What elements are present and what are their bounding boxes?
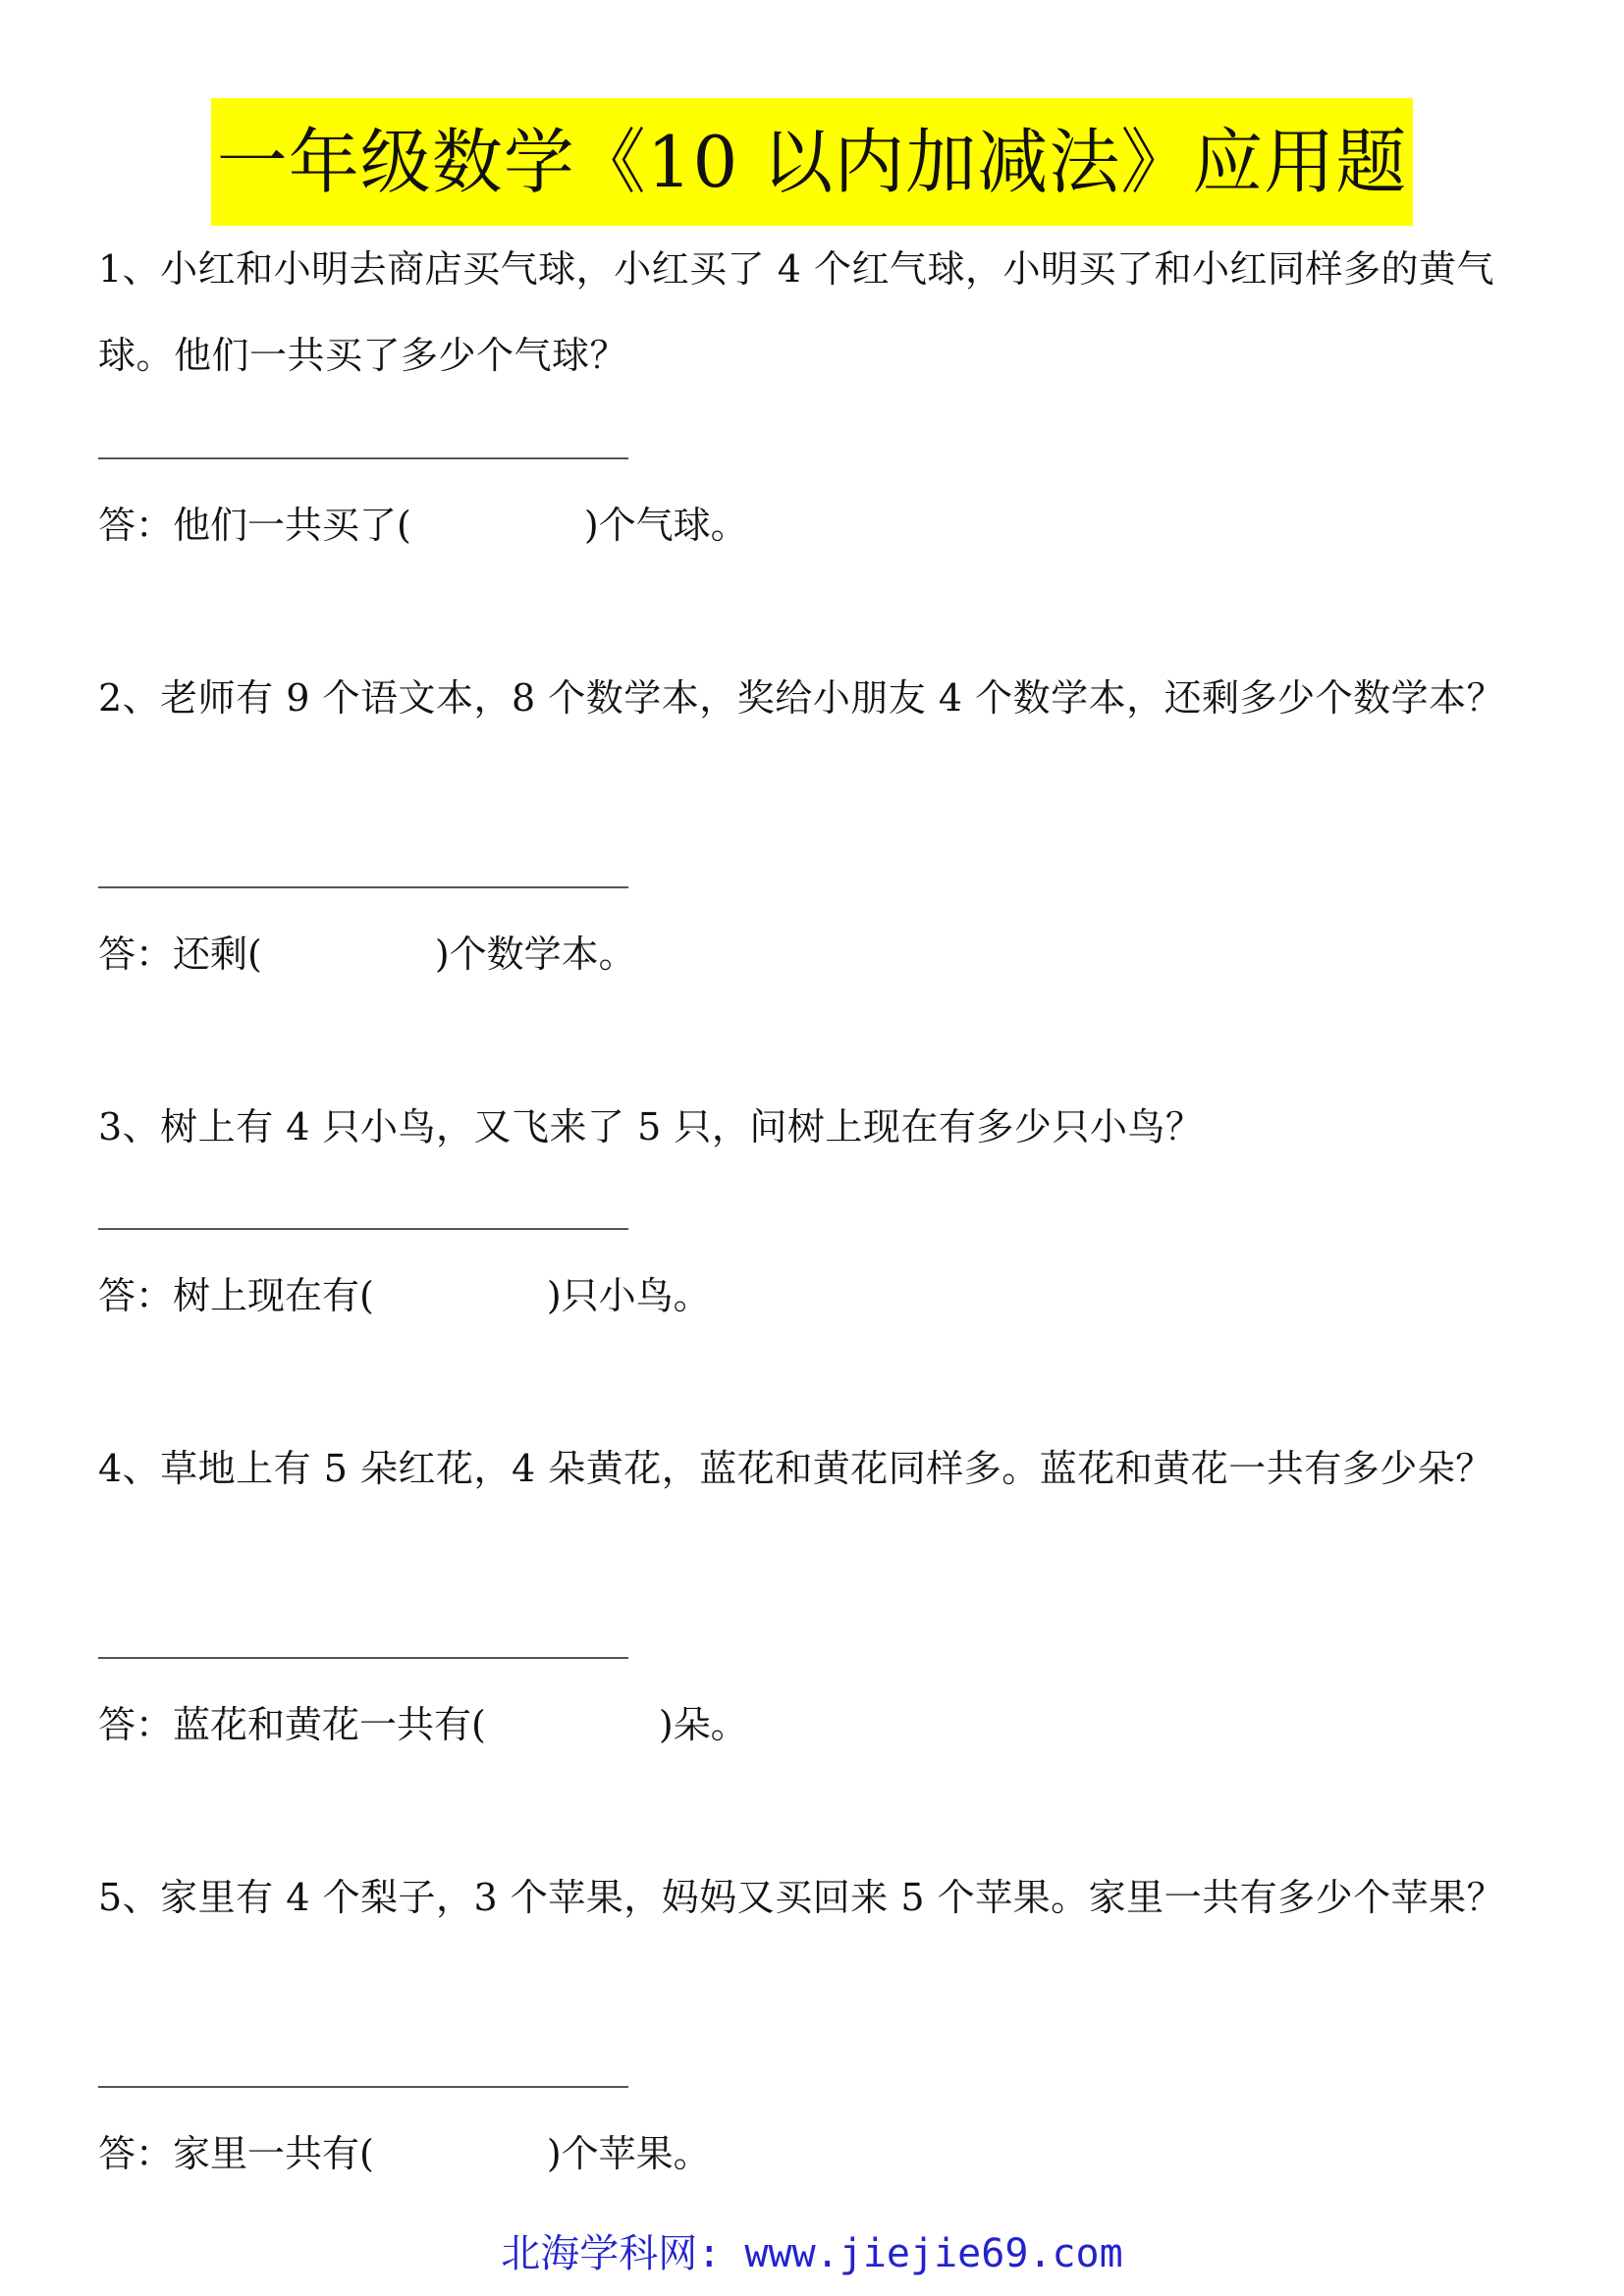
question-3-text: 3、树上有 4 只小鸟，又飞来了 5 只，问树上现在有多少只小鸟？ <box>98 1105 1204 1148</box>
question-4-answer <box>98 1700 748 1749</box>
question-4-text: 4、草地上有 5 朵红花，4 朵黄花，蓝花和黄花同样多。蓝花和黄花一共有多少朵？ <box>98 1447 1493 1490</box>
question-2-work-line <box>98 886 628 888</box>
question-1-text: 1、小红和小明去商店买气球，小红买了 4 个红气球，小明买了和小红同样多的黄气球。他们一共买了多少个气球？ <box>98 247 1495 377</box>
page-title: 一年级数学《10 以内加减法》应用题 <box>211 98 1414 226</box>
title-wrapper <box>0 98 1624 226</box>
question-4-work-line <box>98 1657 628 1659</box>
question-5-answer <box>98 2129 711 2178</box>
answer-prefix: 答：树上现在有( <box>98 1274 374 1317</box>
question-2-text: 2、老师有 9 个语文本，8 个数学本，奖给小朋友 4 个数学本，还剩多少个数学本？ <box>98 676 1505 720</box>
answer-suffix: )个数学本。 <box>434 933 636 976</box>
answer-suffix: )个气球。 <box>583 504 748 547</box>
answer-prefix: 答：蓝花和黄花一共有( <box>98 1703 486 1746</box>
question-3-answer <box>98 1271 711 1320</box>
question-1-answer <box>98 501 748 550</box>
answer-suffix: )朵。 <box>658 1703 748 1746</box>
question-5-text: 5、家里有 4 个梨子，3 个苹果，妈妈又买回来 5 个苹果。家里一共有多少个苹果？ <box>98 1876 1505 1919</box>
answer-prefix: 答：家里一共有( <box>98 2132 374 2175</box>
answer-suffix: )个苹果。 <box>546 2132 711 2175</box>
question-1-work-line <box>98 457 628 459</box>
question-5-work-line <box>98 2086 628 2088</box>
footer-watermark: 北海学科网: www.jiejie69.com <box>501 2231 1123 2276</box>
answer-prefix: 答：还剩( <box>98 933 262 976</box>
answer-suffix: )只小鸟。 <box>546 1274 711 1317</box>
question-3-work-line <box>98 1228 628 1230</box>
question-2-answer <box>98 930 636 979</box>
answer-prefix: 答：他们一共买了( <box>98 504 411 547</box>
